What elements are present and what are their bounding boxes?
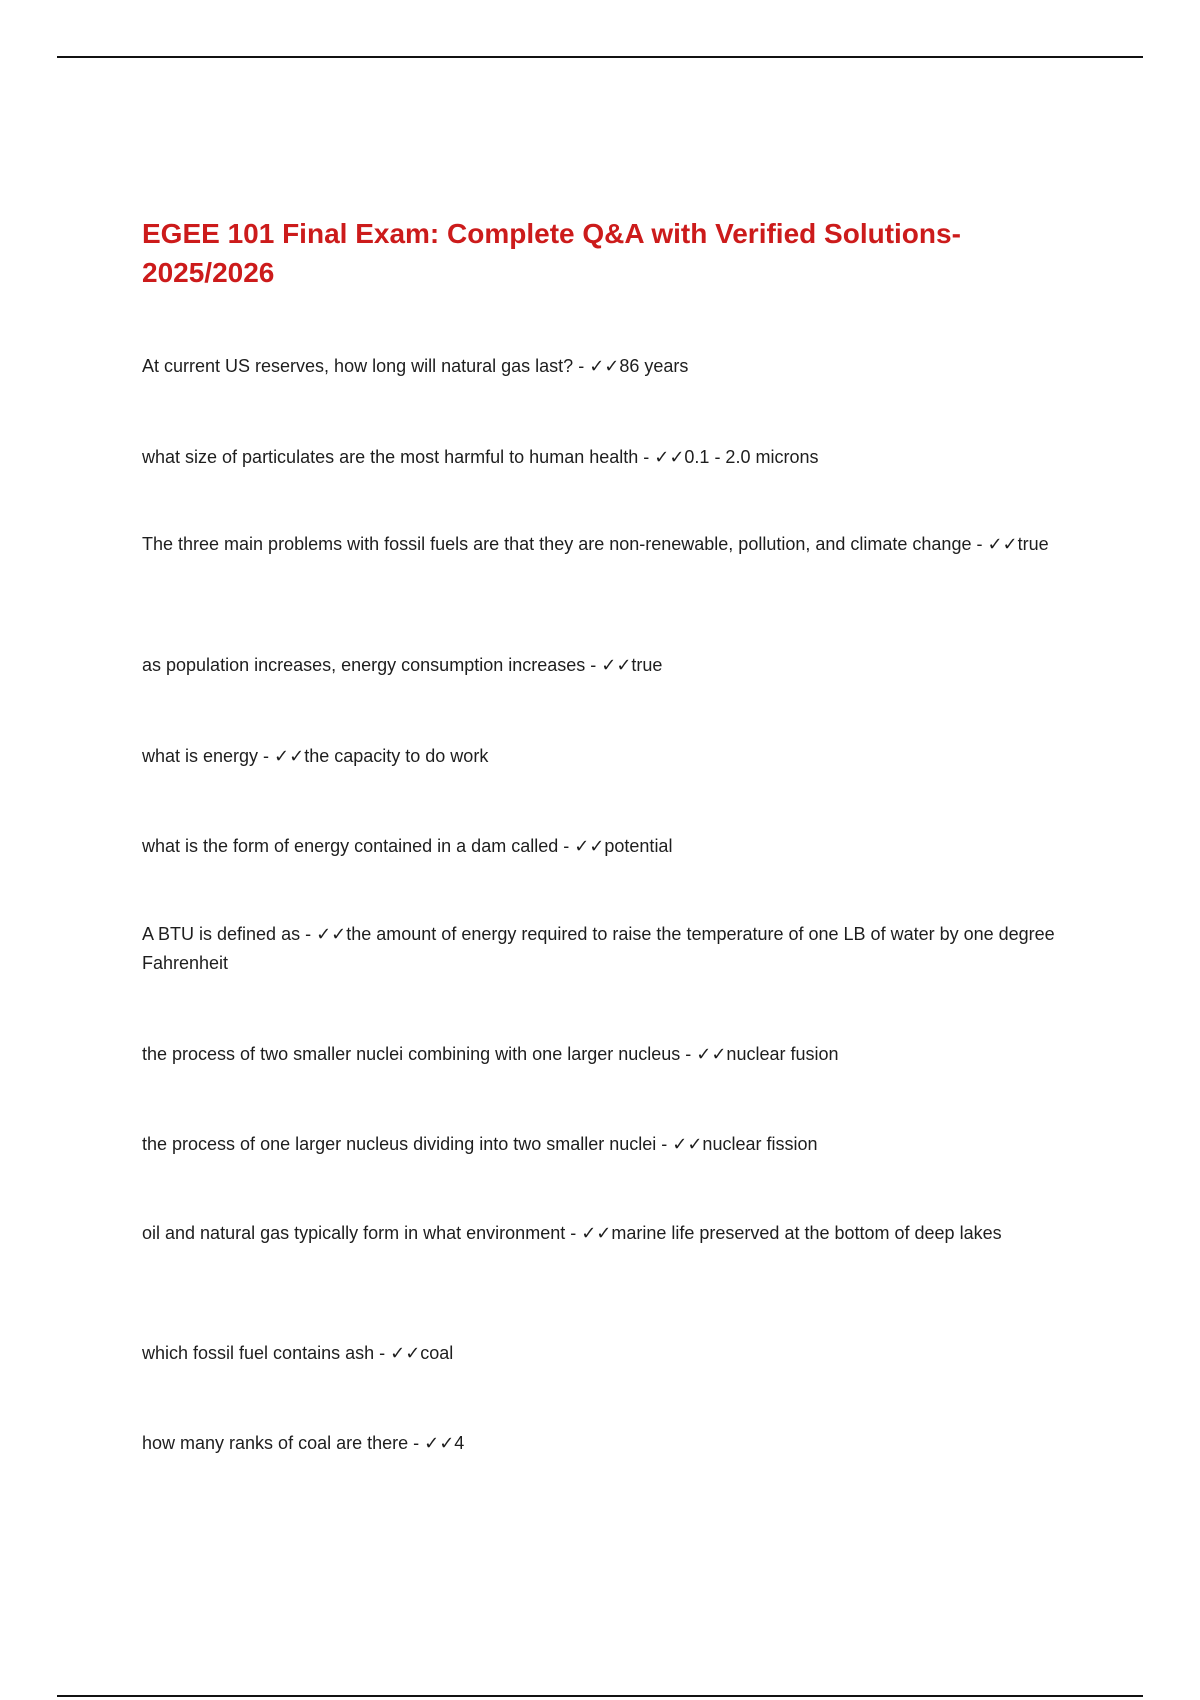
qa-item: which fossil fuel contains ash - ✓✓coal [142,1343,454,1363]
qa-item: how many ranks of coal are there - ✓✓4 [142,1433,465,1453]
document-title: EGEE 101 Final Exam: Complete Q&A with Verified Solutions- 2025/2026 [142,218,961,288]
qa-item: the process of one larger nucleus dividing into two smaller nuclei - ✓✓nuclear fission [142,1134,818,1154]
qa-item: as population increases, energy consumption increases - ✓✓true [142,655,663,675]
qa-item: The three main problems with fossil fuels are that they are non-renewable, pollution, and climate change - ✓✓true [142,534,1049,554]
bottom-rule [57,1695,1143,1697]
qa-item: what size of particulates are the most harmful to human health - ✓✓0.1 - 2.0 microns [142,447,819,467]
qa-item: what is energy - ✓✓the capacity to do work [142,746,489,766]
qa-item: A BTU is defined as - ✓✓the amount of energy required to raise the temperature of one LB of water by one degree Fahrenheit [142,924,1055,973]
qa-item: what is the form of energy contained in a dam called - ✓✓potential [142,836,673,856]
qa-item: the process of two smaller nuclei combining with one larger nucleus - ✓✓nuclear fusion [142,1044,839,1064]
qa-item: oil and natural gas typically form in what environment - ✓✓marine life preserved at the bottom of deep lakes [142,1223,1002,1243]
top-rule [57,56,1143,58]
qa-item: At current US reserves, how long will natural gas last? - ✓✓86 years [142,356,689,376]
